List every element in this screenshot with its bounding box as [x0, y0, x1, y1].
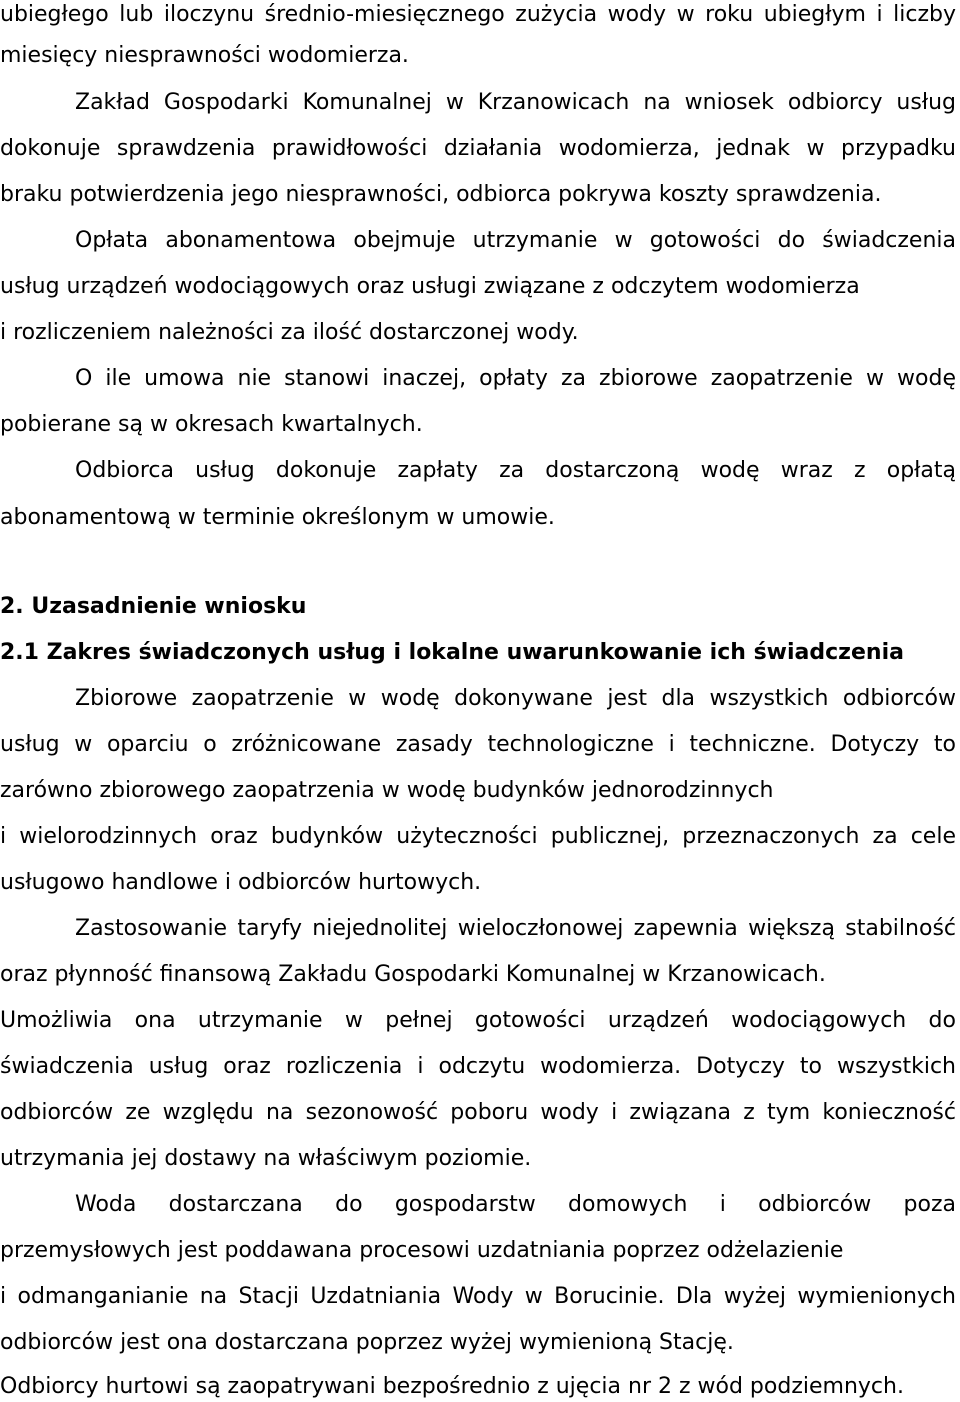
- text-line: odbiorców ze względu na sezonowość poboru wody i związana z tym konieczność: [0, 1100, 956, 1125]
- text-line: i odmanganianie na Stacji Uzdatniania Wody w Borucinie. Dla wyżej wymienionych: [0, 1284, 956, 1309]
- paragraph-first-line: Odbiorca usług dokonuje zapłaty za dostarczoną wodę wraz z opłatą: [75, 458, 956, 483]
- text-line: usług urządzeń wodociągowych oraz usługi związane z odczytem wodomierza: [0, 274, 860, 299]
- text-line: i rozliczeniem należności za ilość dostarczonej wody.: [0, 320, 579, 345]
- paragraph-first-line: Opłata abonamentowa obejmuje utrzymanie w gotowości do świadczenia: [75, 228, 956, 253]
- text-line: Umożliwia ona utrzymanie w pełnej gotowości urządzeń wodociągowych do: [0, 1008, 956, 1033]
- text-line: świadczenia usług oraz rozliczenia i odczytu wodomierza. Dotyczy to wszystkich: [0, 1054, 956, 1079]
- text-line: Odbiorcy hurtowi są zaopatrywani bezpośrednio z ujęcia nr 2 z wód podziemnych.: [0, 1374, 904, 1399]
- text-line: dokonuje sprawdzenia prawidłowości działania wodomierza, jednak w przypadku: [0, 136, 956, 161]
- paragraph-first-line: Zbiorowe zaopatrzenie w wodę dokonywane jest dla wszystkich odbiorców: [75, 686, 956, 711]
- text-line: abonamentową w terminie określonym w umowie.: [0, 505, 555, 530]
- text-line: usługowo handlowe i odbiorców hurtowych.: [0, 870, 482, 895]
- text-line: braku potwierdzenia jego niesprawności, odbiorca pokrywa koszty sprawdzenia.: [0, 182, 882, 207]
- text-line: pobierane są w okresach kwartalnych.: [0, 412, 423, 437]
- text-line: zarówno zbiorowego zaopatrzenia w wodę budynków jednorodzinnych: [0, 778, 774, 803]
- paragraph-first-line: Zakład Gospodarki Komunalnej w Krzanowicach na wniosek odbiorcy usług: [75, 90, 956, 115]
- paragraph-first-line: O ile umowa nie stanowi inaczej, opłaty za zbiorowe zaopatrzenie w wodę: [75, 366, 956, 391]
- text-line: ubiegłego lub iloczynu średnio-miesięcznego zużycia wody w roku ubiegłym i liczby: [0, 2, 956, 27]
- paragraph-first-line: Woda dostarczana do gospodarstw domowych i odbiorców poza: [75, 1192, 956, 1217]
- text-line: usług w oparciu o zróżnicowane zasady technologiczne i techniczne. Dotyczy to: [0, 732, 956, 757]
- text-line: i wielorodzinnych oraz budynków użyteczności publicznej, przeznaczonych za cele: [0, 824, 956, 849]
- text-line: przemysłowych jest poddawana procesowi uzdatniania poprzez odżelazienie: [0, 1238, 844, 1263]
- section-heading: 2. Uzasadnienie wniosku: [0, 594, 307, 619]
- text-line: oraz płynność finansową Zakładu Gospodarki Komunalnej w Krzanowicach.: [0, 962, 826, 987]
- text-line: miesięcy niesprawności wodomierza.: [0, 43, 409, 68]
- paragraph-first-line: Zastosowanie taryfy niejednolitej wieloczłonowej zapewnia większą stabilność: [75, 916, 956, 941]
- text-line: utrzymania jej dostawy na właściwym poziomie.: [0, 1146, 532, 1171]
- subsection-heading: 2.1 Zakres świadczonych usług i lokalne uwarunkowanie ich świadczenia: [0, 640, 904, 665]
- text-line: odbiorców jest ona dostarczana poprzez wyżej wymienioną Stację.: [0, 1330, 734, 1355]
